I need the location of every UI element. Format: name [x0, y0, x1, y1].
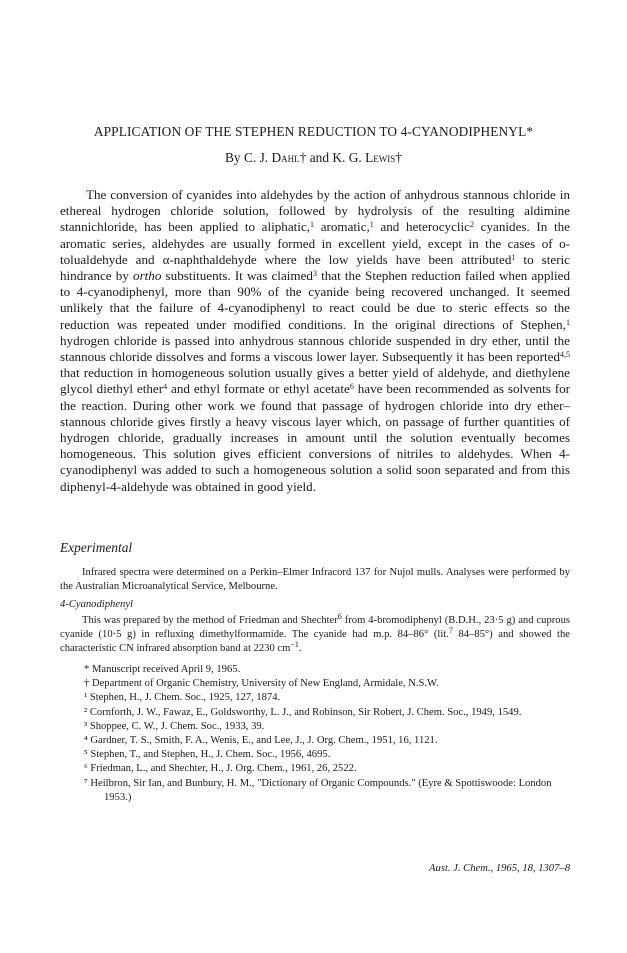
footnote: † Department of Organic Chemistry, University of New England, Armidale, N.S.W. [84, 678, 439, 690]
cyano-text: This was prepared by the method of Friedman and Shechter [82, 615, 338, 626]
intro-text: The conversion of cyanides into aldehydes by the action of anhydrous stannous chloride in ethereal hydrogen chloride solution, followed by hydrolysis of the resulting aldimine stannichloride, has been applied to aliphatic, [60, 187, 570, 235]
citation-ref: 4,5 [560, 350, 570, 360]
intro-text: and heterocyclic [373, 219, 470, 235]
citation-ref: 4 [163, 382, 168, 392]
citation-ref: 2 [470, 220, 474, 230]
citation-ref: 1 [511, 252, 516, 262]
citation-ref: 1 [566, 317, 570, 327]
cyano-text: from 4-bromodiphenyl (B.D.H., 23·5 g) and cuprous cyanide (10·5 g) in refluxing dimethylformamide. The cyanide had m.p. 84–86° (lit. [60, 615, 570, 640]
dagger-mark: † [299, 150, 307, 165]
citation-ref: 3 [312, 269, 317, 279]
intro-text: have been recommended as solvents for the reaction. During other work we found that passage of hydrogen chloride into dry ether–stannous chloride gives firstly a heavy viscous layer which, on passage of further quantities of hydrogen chloride, gradually increases in amount until the solution eventually becomes homogeneous. This solution gives efficient conversions of nitriles to aldehydes. When 4-cyanodiphenyl was added to such a homogeneous solution a solid soon separated and from this diphenyl-4-aldehyde was obtained in good yield. [60, 381, 570, 494]
citation-ref: 6 [337, 612, 342, 621]
footnote: ¹ Stephen, H., J. Chem. Soc., 1925, 127, 1874. [84, 692, 281, 704]
footnote: ² Cornforth, J. W., Fawaz, E., Goldsworthy, L. J., and Robinson, Sir Robert, J. Chem. Soc., 1949, 1549. [84, 706, 522, 718]
intro-text: aromatic, [314, 219, 370, 235]
authors-prefix: By C. J. [224, 150, 272, 165]
intro-text: and ethyl formate or ethyl acetate [167, 381, 350, 397]
citation-ref: 7 [448, 626, 453, 635]
cyanodiphenyl-paragraph [60, 614, 570, 656]
experimental-heading: Experimental [60, 540, 133, 555]
footnote: ⁷ Heilbron, Sir Ian, and Bunbury, H. M., "Dictionary of Organic Compounds." (Eyre & Spottiswoode: London 1953.) [84, 777, 552, 803]
journal-reference: Aust. J. Chem., 1965, 18, 1307–8 [429, 863, 570, 874]
footnotes [84, 663, 570, 805]
footnote: ⁵ Stephen, T., and Stephen, H., J. Chem. Soc., 1956, 4695. [84, 749, 331, 761]
experimental-paragraph: Infrared spectra were determined on a Perkin–Elmer Infracord 137 for Nujol mulls. Analyses were performed by the Australian Microanalytical Service, Melbourne. [60, 567, 570, 592]
footnote: ⁴ Gardner, T. S., Smith, F. A., Wenis, E., and Lee, J., J. Org. Chem., 1951, 16, 1121. [84, 735, 438, 747]
intro-text: cyanides. In the aromatic series, aldehydes are usually formed in excellent yield, except in the cases of o-tolualdehyde and α-naphthaldehyde where the low yields have been attributed [60, 219, 570, 267]
footnote: * Manuscript received April 9, 1965. [84, 664, 241, 675]
experimental-section [60, 566, 570, 594]
paper-title: APPLICATION OF THE STEPHEN REDUCTION TO 4-CYANODIPHENYL* [93, 124, 534, 139]
cyano-text: . [298, 643, 302, 654]
intro-text: that the Stephen reduction failed when applied to 4-cyanodiphenyl, more than 90% of the cyanide being recovered unchanged. It seemed unlikely that the failure of 4-cyanodiphenyl to react could be due to steric effects so the reduction was repeated under modified conditions. In the original directions of Stephen, [60, 268, 571, 332]
intro-text: to steric hindrance by [60, 251, 570, 284]
intro-paragraph [60, 187, 570, 495]
cyanodiphenyl-section [60, 614, 570, 656]
footnote: ⁶ Friedman, L., and Shechter, H., J. Org. Chem., 1961, 26, 2522. [84, 763, 357, 775]
cyanodiphenyl-subheading: 4-Cyanodiphenyl [60, 599, 133, 610]
footnote: ³ Shoppee, C. W., J. Chem. Soc., 1933, 39. [84, 720, 265, 732]
author-dahl: Dahl [271, 150, 300, 165]
unit-exponent: −1 [290, 640, 299, 649]
author-lewis: Lewis [365, 150, 396, 165]
emphasis-text: ortho [133, 268, 162, 284]
authors-and: and K. G. [306, 150, 366, 165]
dagger-mark: † [395, 150, 403, 165]
cyano-text: 84–85°) and showed the characteristic CN infrared absorption band at 2230 cm [60, 629, 570, 654]
introduction [60, 187, 570, 495]
intro-text: substituents. It was claimed [161, 268, 313, 284]
intro-text: hydrogen chloride is passed into anhydrous stannous chloride suspended in dry ether, until the stannous chloride dissolves and forms a viscous lower layer. Subsequently it has been reported [60, 332, 570, 365]
citation-ref: 6 [349, 382, 354, 392]
author-line [40, 150, 587, 166]
citation-ref: 1 [310, 220, 315, 230]
intro-text: that reduction in homogeneous solution usually gives a better yield of aldehyde, and diethylene glycol diethyl ether [60, 365, 570, 397]
citation-ref: 1 [369, 220, 374, 230]
